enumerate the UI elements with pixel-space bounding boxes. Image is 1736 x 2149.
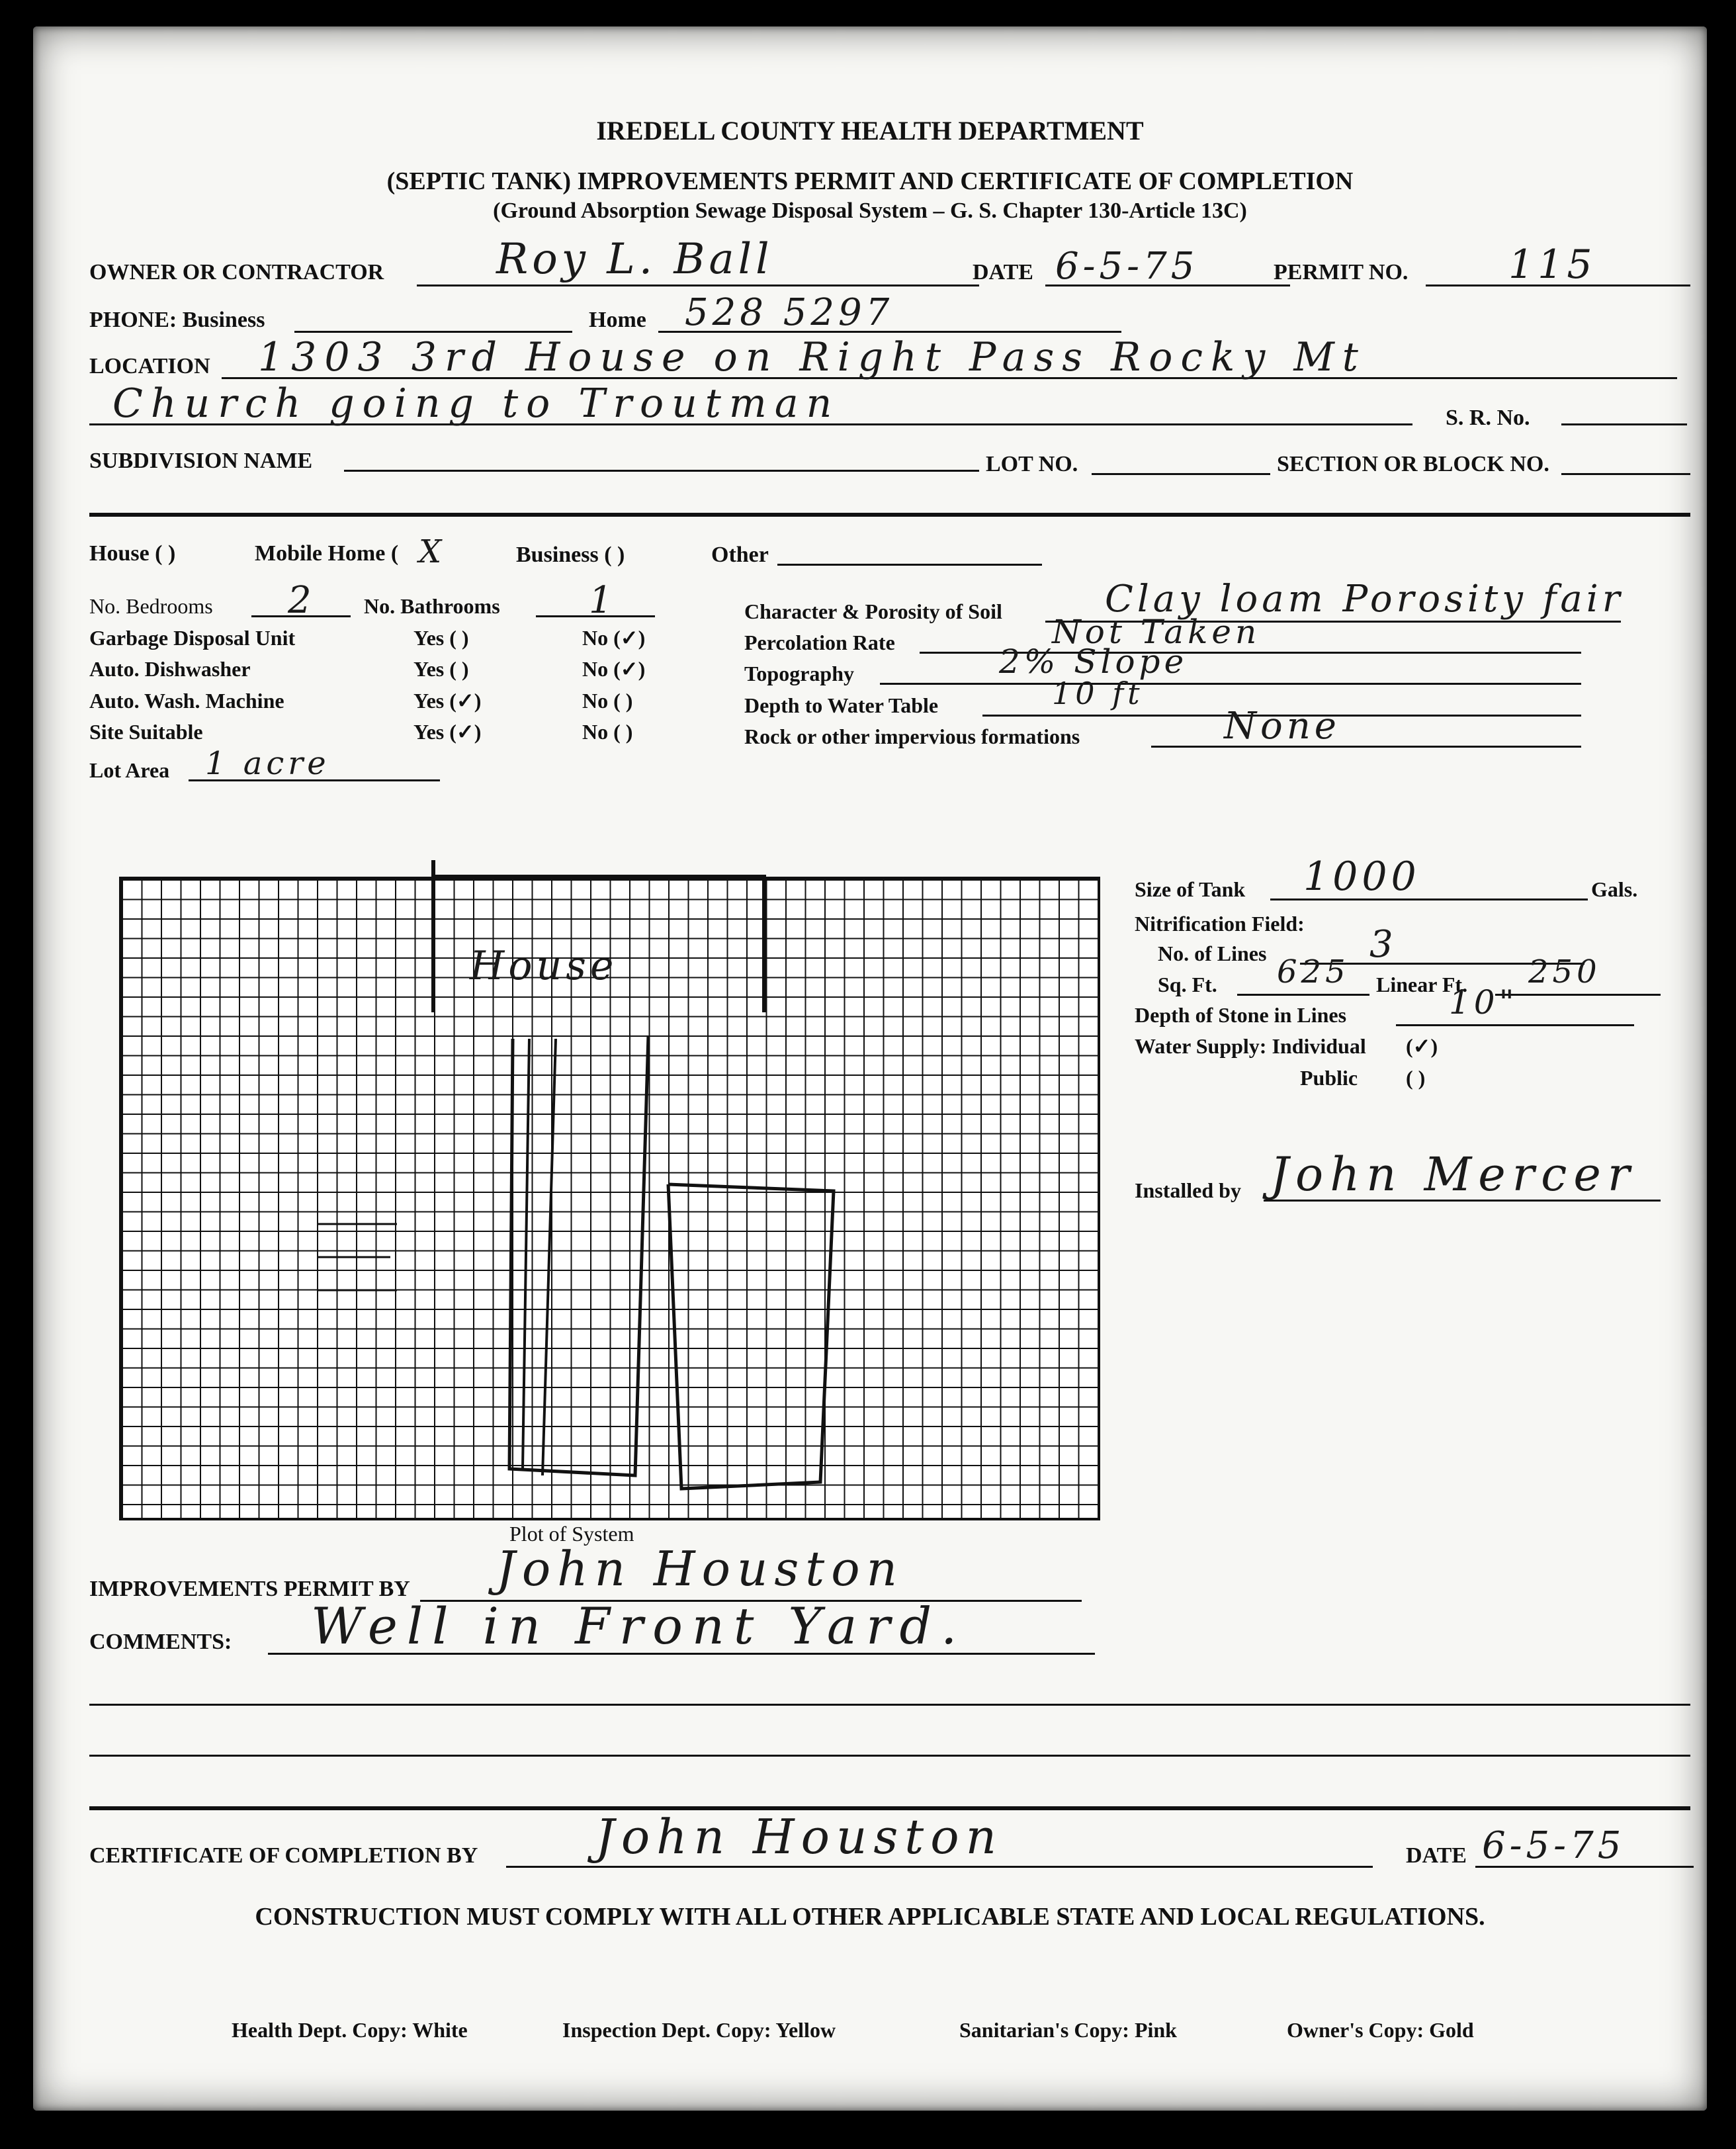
permit-by-signature: John Houston — [496, 1541, 904, 1597]
certificate-label: CERTIFICATE OF COMPLETION BY — [89, 1843, 478, 1868]
lot-area-label: Lot Area — [89, 758, 170, 782]
bathrooms-label: No. Bathrooms — [364, 594, 500, 618]
wash-machine-yes: Yes (✓) — [413, 689, 482, 713]
sqft-line — [1237, 994, 1369, 996]
house-outline — [433, 860, 764, 1012]
bathrooms-value: 1 — [589, 579, 617, 622]
location-label: LOCATION — [89, 354, 210, 378]
plot-caption: Plot of System — [509, 1522, 634, 1546]
stone-depth-value: 10" — [1449, 983, 1518, 1022]
scribble-marks — [318, 1224, 397, 1290]
lot-label: LOT NO. — [986, 452, 1078, 476]
water-supply-label: Water Supply: Individual — [1135, 1034, 1366, 1058]
subdivision-label: SUBDIVISION NAME — [89, 449, 313, 473]
section-label: SECTION OR BLOCK NO. — [1277, 452, 1549, 476]
permit-form — [33, 26, 1707, 2111]
other-line — [777, 564, 1042, 566]
water-supply-individual-mark: (✓) — [1406, 1034, 1438, 1058]
linear-ft-value: 250 — [1528, 953, 1601, 990]
location-value-1: 1303 3rd House on Right Pass Rocky Mt — [258, 334, 1366, 380]
gals-label: Gals. — [1591, 877, 1638, 901]
other-label: Other — [711, 543, 769, 567]
owner-value: Roy L. Ball — [496, 235, 773, 284]
installed-by-label: Installed by — [1135, 1178, 1241, 1202]
compliance-notice: CONSTRUCTION MUST COMPLY WITH ALL OTHER APPLICABLE STATE AND LOCAL REGULATIONS. — [255, 1903, 1485, 1931]
permit-value: 115 — [1508, 241, 1596, 288]
stone-depth-line — [1396, 1024, 1634, 1026]
water-supply-public-mark: ( ) — [1406, 1066, 1426, 1090]
drain-line-1 — [509, 1035, 648, 1475]
certificate-signature: John Houston — [595, 1809, 1003, 1864]
topography-label: Topography — [744, 662, 854, 685]
comments-value: Well in Front Yard. — [311, 1597, 967, 1655]
certificate-date-label: DATE — [1406, 1843, 1467, 1868]
subdivision-line — [344, 470, 979, 472]
wash-machine-label: Auto. Wash. Machine — [89, 689, 284, 713]
tank-size-value: 1000 — [1303, 854, 1420, 900]
phone-home-value: 528 5297 — [685, 291, 894, 334]
phone-business-label: PHONE: Business — [89, 308, 265, 332]
lines-value: 3 — [1369, 923, 1397, 966]
house-option: House ( ) — [89, 541, 176, 566]
phone-home-label: Home — [589, 308, 646, 332]
site-suitable-no: No ( ) — [582, 720, 633, 744]
form-title: (SEPTIC TANK) IMPROVEMENTS PERMIT AND CERTIFICATE OF COMPLETION — [386, 167, 1354, 195]
comments-line-3 — [89, 1755, 1690, 1757]
installed-by-value: John Mercer — [1270, 1147, 1637, 1202]
linear-ft-label: Linear Ft. — [1376, 973, 1468, 996]
bedrooms-label: No. Bedrooms — [89, 594, 213, 618]
sr-label: S. R. No. — [1446, 406, 1530, 430]
garbage-label: Garbage Disposal Unit — [89, 626, 296, 650]
water-table-value: 10 ft — [1052, 676, 1144, 711]
department-heading: IREDELL COUNTY HEALTH DEPARTMENT — [596, 116, 1144, 146]
phone-business-line — [294, 331, 572, 333]
tank-outline — [668, 1184, 834, 1489]
plot-sketch — [119, 820, 1111, 1548]
drain-line-2 — [523, 1039, 556, 1475]
percolation-label: Percolation Rate — [744, 631, 895, 654]
dishwasher-label: Auto. Dishwasher — [89, 657, 251, 681]
certificate-line — [506, 1866, 1373, 1868]
water-table-label: Depth to Water Table — [744, 693, 939, 717]
rock-formations-label: Rock or other impervious formations — [744, 724, 1080, 748]
sr-line — [1561, 423, 1687, 425]
lot-line — [1092, 473, 1270, 475]
site-suitable-yes: Yes (✓) — [413, 720, 482, 744]
form-subtitle: (Ground Absorption Sewage Disposal System – G. S. Chapter 130-Article 13C) — [493, 198, 1247, 223]
topography-value: 2% Slope — [999, 642, 1188, 681]
nitrification-label: Nitrification Field: — [1135, 912, 1305, 936]
date-label: DATE — [973, 260, 1033, 285]
copy-health: Health Dept. Copy: White — [232, 2018, 468, 2042]
topography-line — [880, 683, 1581, 685]
water-supply-public-label: Public — [1300, 1066, 1358, 1090]
date-value: 6-5-75 — [1055, 245, 1199, 288]
lines-label: No. of Lines — [1158, 942, 1267, 965]
dishwasher-no: No (✓) — [582, 657, 646, 681]
mobile-home-mark: X — [419, 533, 446, 570]
sqft-label: Sq. Ft. — [1158, 973, 1217, 996]
owner-label: OWNER OR CONTRACTOR — [89, 260, 384, 285]
rock-formations-line — [1151, 746, 1581, 748]
comments-label: COMMENTS: — [89, 1630, 232, 1654]
linear-ft-line — [1495, 994, 1661, 996]
soil-character-value: Clay loam Porosity fair — [1105, 578, 1624, 621]
certificate-date-value: 6-5-75 — [1482, 1824, 1626, 1867]
location-value-2: Church going to Troutman — [112, 380, 840, 427]
copy-owner: Owner's Copy: Gold — [1287, 2018, 1474, 2042]
section-line — [1561, 473, 1690, 475]
stone-depth-label: Depth of Stone in Lines — [1135, 1003, 1347, 1027]
percolation-value: Not Taken — [1052, 613, 1261, 651]
copy-inspection: Inspection Dept. Copy: Yellow — [562, 2018, 836, 2042]
divider-top — [89, 513, 1690, 517]
business-option: Business ( ) — [516, 543, 625, 567]
bedrooms-value: 2 — [288, 579, 316, 622]
owner-line — [417, 285, 979, 286]
soil-character-label: Character & Porosity of Soil — [744, 599, 1002, 623]
copy-sanitarian: Sanitarian's Copy: Pink — [959, 2018, 1177, 2042]
plot-house-label: House — [470, 943, 618, 989]
garbage-no: No (✓) — [582, 626, 646, 650]
wash-machine-no: No ( ) — [582, 689, 633, 713]
permit-by-label: IMPROVEMENTS PERMIT BY — [89, 1577, 410, 1601]
comments-line-2 — [89, 1704, 1690, 1706]
site-suitable-label: Site Suitable — [89, 720, 203, 744]
tank-size-label: Size of Tank — [1135, 877, 1246, 901]
lot-area-value: 1 acre — [205, 745, 330, 782]
dishwasher-yes: Yes ( ) — [413, 657, 469, 681]
mobile-home-option: Mobile Home ( — [255, 541, 399, 566]
sqft-value: 625 — [1277, 953, 1350, 990]
permit-label: PERMIT NO. — [1274, 260, 1409, 285]
garbage-yes: Yes ( ) — [413, 626, 469, 650]
rock-formations-value: None — [1224, 705, 1340, 748]
